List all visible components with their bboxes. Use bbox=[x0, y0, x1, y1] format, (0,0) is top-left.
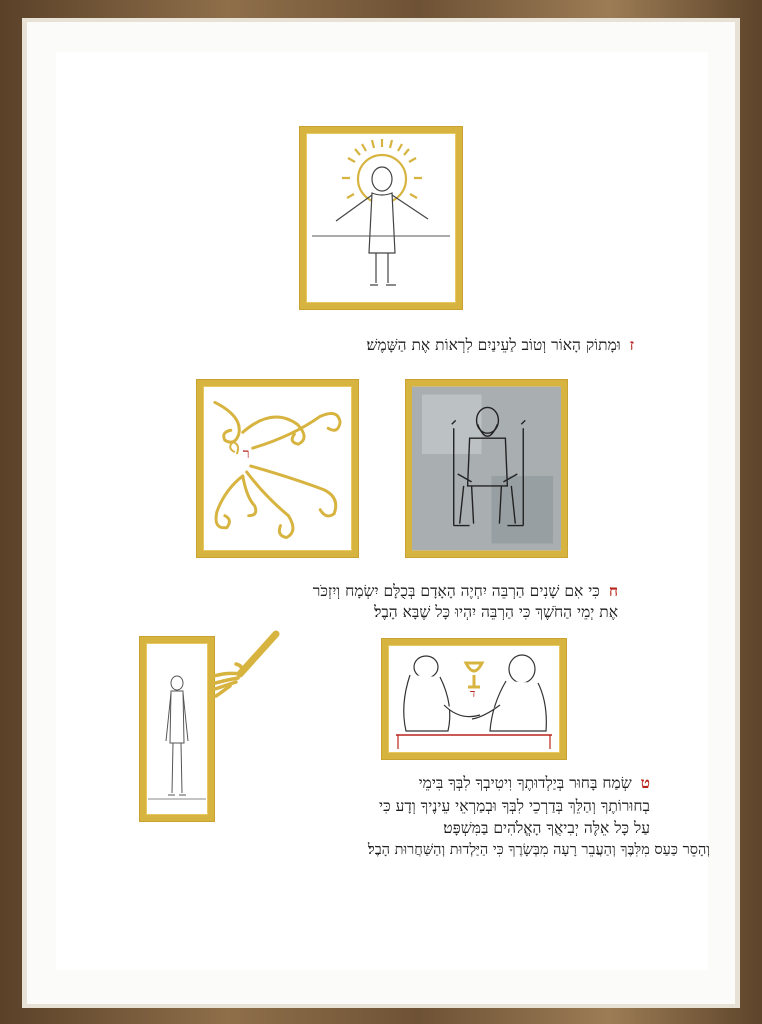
verse-9-line-3: עַל כָּל אֵלֶּה יְבִיאֲךָ הָאֱלֹהִים בַּמִּשְׁפָּט׃ bbox=[443, 819, 650, 837]
feast-panel-letter: ד bbox=[470, 687, 476, 700]
verse-8 bbox=[313, 580, 618, 623]
seated-elder-panel bbox=[406, 380, 567, 557]
verse-9 bbox=[379, 772, 650, 840]
sun-figure-panel bbox=[300, 127, 462, 309]
verse-8-line-2: אֶת יְמֵי הַחֹשֶׁךְ כִּי הַרְבֵּה יִהְיוּ כָּל שֶׁבָּא הָבֶל׃ bbox=[374, 603, 618, 621]
verse-7-number: ז bbox=[629, 335, 634, 354]
pointing-hand-icon bbox=[200, 630, 282, 702]
manuscript-page bbox=[56, 52, 708, 970]
verse-10-line-1: וְהָסֵר כַּעַס מִלִּבֶּךָ וְהַעֲבֵר רָעָה מִבְּשָׂרֶךָ כִּי הַיַּלְדוּת וְהַשַּׁחֲרוּת הָבֶל׃ bbox=[367, 842, 710, 858]
verse-8-line-1: כִּי אִם שָׁנִים הַרְבֵּה יִחְיֶה הָאָדָם בְּכֻלָּם יִשְׂמָח וְיִזְכֹּר bbox=[312, 582, 600, 600]
verse-7 bbox=[366, 334, 634, 356]
verse-10 bbox=[368, 840, 710, 861]
verse-9-line-2: בְחוּרוֹתֶךָ וְהַלֵּךְ בְּדַרְכֵי לִבְּךָ וּבְמַרְאֵי עֵינֶיךָ וְדָע כִּי bbox=[379, 796, 650, 815]
young-figure-illustration bbox=[146, 643, 208, 815]
seated-elder-illustration bbox=[412, 386, 561, 551]
verse-8-number: ח bbox=[608, 581, 618, 600]
verse-9-line-1-wrap bbox=[379, 772, 650, 795]
verse-9-number: ט bbox=[640, 773, 650, 792]
wind-swirl-illustration bbox=[203, 386, 352, 551]
verse-9-line-1: שְׂמַח בָּחוּר בְּיַלְדוּתֶךָ וִיטִיבְךָ לִבְּךָ בִּימֵי bbox=[418, 774, 632, 792]
feast-panel bbox=[382, 639, 566, 759]
wind-panel-letter: ר bbox=[242, 446, 250, 463]
verse-7-line-1: וּמָתוֹק הָאוֹר וְטוֹב לַעֵינַיִם לִרְאוֹת אֶת הַשָּׁמֶשׁ׃ bbox=[366, 336, 621, 354]
feast-illustration bbox=[388, 645, 560, 753]
wind-swirl-panel bbox=[197, 380, 358, 557]
verse-8-line-1-wrap bbox=[313, 580, 618, 602]
sun-figure-illustration bbox=[306, 133, 456, 303]
